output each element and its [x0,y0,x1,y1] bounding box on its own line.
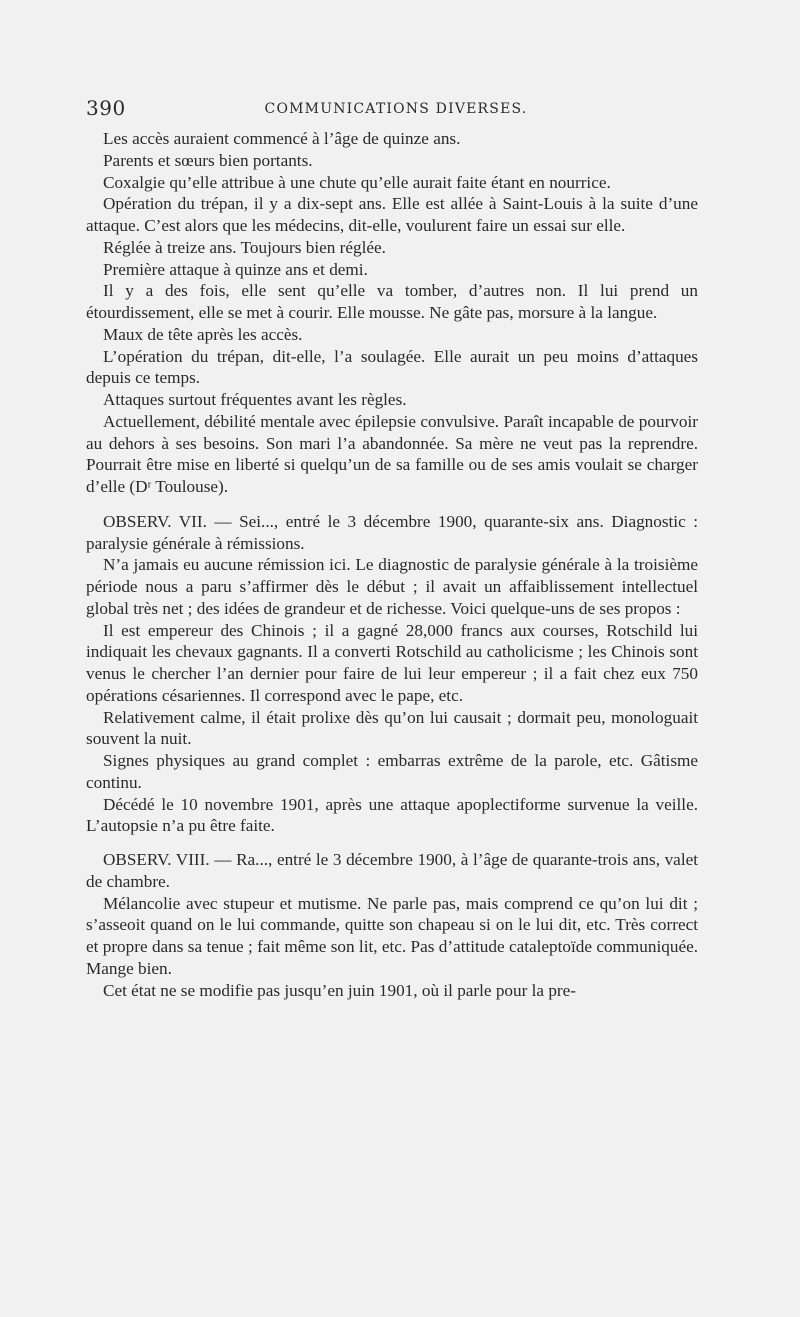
page-header [86,96,706,124]
paragraph: Attaques surtout fréquentes avant les règles. [103,390,407,409]
paragraph: Relativement calme, il était prolixe dès qu’on lui causait ; dormait peu, monologuait souvent la nuit. [86,707,698,749]
section-gap [86,837,698,849]
paragraph: Mélancolie avec stupeur et mutisme. Ne parle pas, mais comprend ce qu’on lui dit ; s’asseoit quand on le lui commande, quitte son chapeau si on le lui dit, etc. Très correct et propre dans sa tenue ; fait même son lit, etc. Pas d’attitude cataleptoïde communiquée. Mange bien. [86,893,698,978]
paragraph: Parents et sœurs bien portants. [103,150,313,170]
page-number: 390 [86,96,126,120]
observation-heading-paragraph: OBSERV. VII. — Sei..., entré le 3 décembre 1900, quarante-six ans. Diagnostic : paralysie générale à rémissions. [86,511,698,553]
paragraph: Les accès auraient commencé à l’âge de quinze ans. [103,129,461,148]
paragraph: Il y a des fois, elle sent qu’elle va tomber, d’autres non. Il lui prend un étourdissement, elle se met à courir. Elle mousse. Ne gâte pas, morsure à la langue. [86,281,698,322]
body-text [86,128,698,1001]
paragraph: Signes physiques au grand complet : embarras extrême de la parole, etc. Gâtisme continu. [86,751,698,792]
running-title: COMMUNICATIONS DIVERSES. [264,101,528,117]
paragraph: Il est empereur des Chinois ; il a gagné 28,000 francs aux courses, Rotschild lui indiquait les chevaux gagnants. Il a converti Rotschild au catholicisme ; les Chinois sont venus le chercher l’an dernier pour faire de lui leur empereur ; il a fait chez eux 750 opérations césariennes. Il correspond avec le pape, etc. [86,620,698,705]
paragraph: Décédé le 10 novembre 1901, après une attaque apoplectiforme survenue la veille. L’autopsie n’a pu être faite. [86,794,698,836]
paragraph: Coxalgie qu’elle attribue à une chute qu’elle aurait faite étant en nourrice. [103,172,611,192]
paragraph: L’opération du trépan, dit-elle, l’a soulagée. Elle aurait un peu moins d’attaques depuis ce temps. [86,346,698,388]
paragraph: N’a jamais eu aucune rémission ici. Le diagnostic de paralysie générale à la troisième période nous a paru s’affirmer dès le début ; il avait un affaiblissement intellectuel global très net ; des idées de grandeur et de richesse. Voici quelque-uns de ses propos : [86,555,698,618]
paragraph: Cet état ne se modifie pas jusqu’en juin 1901, où il parle pour la pre- [103,980,577,1000]
paragraph: Opération du trépan, il y a dix-sept ans. Elle est allée à Saint-Louis à la suite d’une attaque. C’est alors que les médecins, dit-elle, voulurent faire un essai sur elle. [86,194,698,235]
paragraph: Maux de tête après les accès. [103,324,303,344]
paragraph: Réglée à treize ans. Toujours bien réglée. [103,237,386,257]
paragraph: Actuellement, débilité mentale avec épilepsie convulsive. Paraît incapable de pourvoir au dehors à ses besoins. Son mari l’a abandonnée. Sa mère ne veut pas la reprendre. Pourrait être mise en liberté si quelqu’un de sa famille ou de ses amis voulait se charger d’elle (Dʳ Toulouse). [86,411,698,496]
paragraph: Première attaque à quinze ans et demi. [103,259,368,279]
observation-heading-paragraph: OBSERV. VIII. — Ra..., entré le 3 décembre 1900, à l’âge de quarante-trois ans, valet de chambre. [86,850,698,891]
section-gap [86,498,698,511]
